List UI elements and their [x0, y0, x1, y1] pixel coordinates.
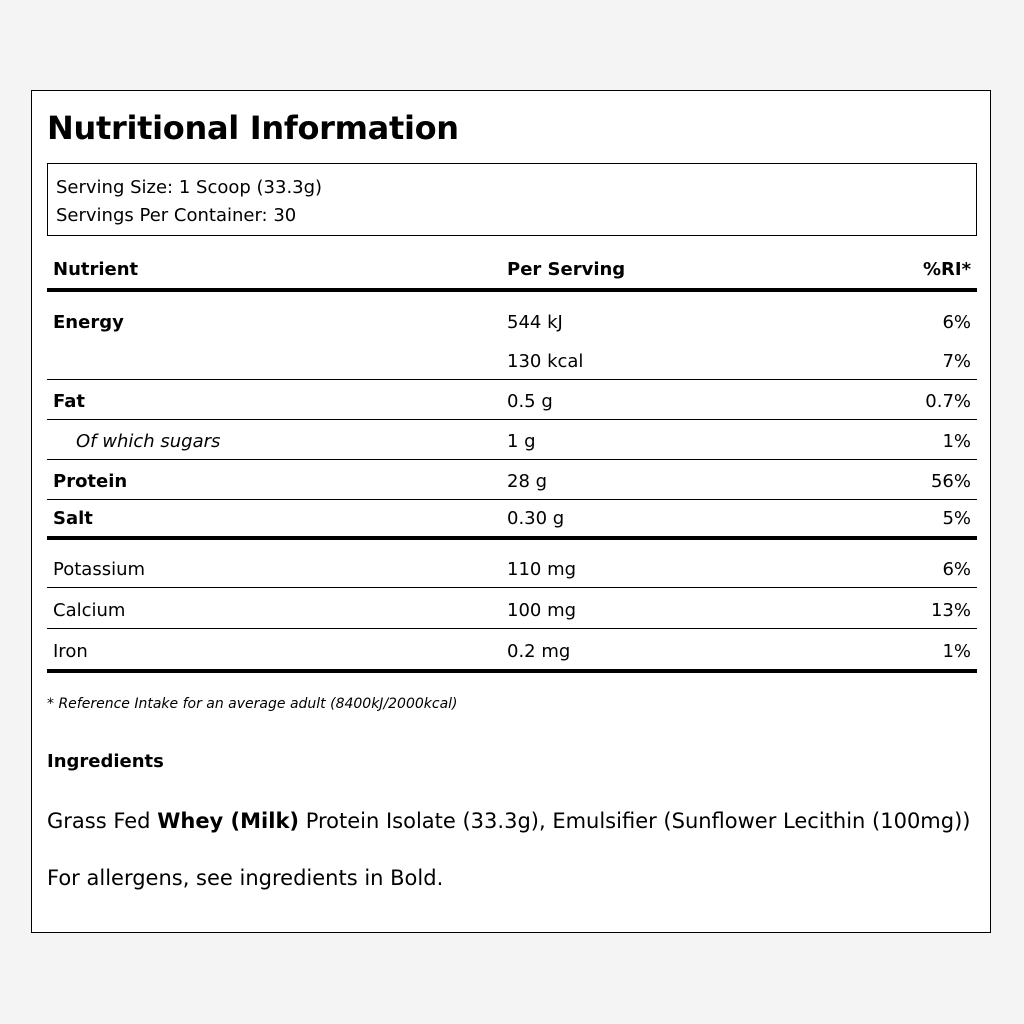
- nutrient-ri: 5%: [942, 508, 971, 529]
- serving-info-box: [47, 163, 977, 236]
- nutrient-name: Fat: [53, 391, 85, 412]
- header-nutrient: Nutrient: [53, 259, 139, 280]
- nutrient-name: Salt: [53, 508, 93, 529]
- page-title: Nutritional Information: [47, 109, 459, 147]
- nutrient-value: 130 kcal: [507, 351, 584, 372]
- nutrient-value: 544 kJ: [507, 312, 563, 333]
- nutrient-name: Energy: [53, 312, 124, 333]
- nutrient-ri: 13%: [930, 600, 971, 621]
- nutrient-value: 110 mg: [507, 559, 577, 580]
- table-row: [47, 420, 977, 460]
- nutrient-name: Iron: [53, 641, 88, 662]
- ingredients-part-2: Protein Isolate (33.3g), Emulsifier (Sunflower Lecithin (100mg)): [299, 809, 971, 833]
- table-row: [47, 340, 977, 380]
- nutrition-table: [47, 246, 977, 673]
- nutrient-value: 0.30 g: [507, 508, 565, 529]
- nutrition-panel: [31, 90, 991, 933]
- table-row: [47, 629, 977, 673]
- ingredients-heading: Ingredients: [47, 751, 164, 772]
- ri-footnote: * Reference Intake for an average adult (8400kJ/2000kcal): [47, 696, 458, 712]
- ingredients-part-1: Grass Fed: [47, 809, 158, 833]
- table-header: [47, 246, 977, 292]
- nutrient-ri: 7%: [942, 351, 971, 372]
- table-row: [47, 540, 977, 588]
- allergen-note: For allergens, see ingredients in Bold.: [47, 866, 444, 890]
- nutrient-name: Protein: [53, 471, 128, 492]
- servings-per-container: Servings Per Container: 30: [56, 205, 297, 226]
- table-row: [47, 460, 977, 500]
- table-row: [47, 300, 977, 340]
- header-ri: %RI*: [922, 259, 971, 280]
- allergen-highlight: Whey (Milk): [157, 809, 300, 833]
- nutrient-ri: 6%: [942, 559, 971, 580]
- nutrient-value: 0.5 g: [507, 391, 553, 412]
- nutrient-ri: 6%: [942, 312, 971, 333]
- nutrient-name: Calcium: [53, 600, 126, 621]
- table-row: [47, 588, 977, 629]
- header-per-serving: Per Serving: [507, 259, 626, 280]
- nutrient-ri: 56%: [930, 471, 971, 492]
- nutrient-ri: 1%: [942, 431, 971, 452]
- serving-size: Serving Size: 1 Scoop (33.3g): [56, 177, 323, 198]
- table-row: [47, 500, 977, 540]
- nutrient-value: 28 g: [507, 471, 548, 492]
- nutrient-value: 1 g: [507, 431, 536, 452]
- nutrient-value: 0.2 mg: [507, 641, 571, 662]
- nutrient-ri: 1%: [942, 641, 971, 662]
- table-row: [47, 380, 977, 420]
- nutrient-value: 100 mg: [507, 600, 577, 621]
- nutrient-name: Of which sugars: [76, 431, 221, 452]
- nutrient-name: Potassium: [53, 559, 146, 580]
- nutrient-ri: 0.7%: [925, 391, 971, 412]
- ingredients-text: [47, 809, 970, 833]
